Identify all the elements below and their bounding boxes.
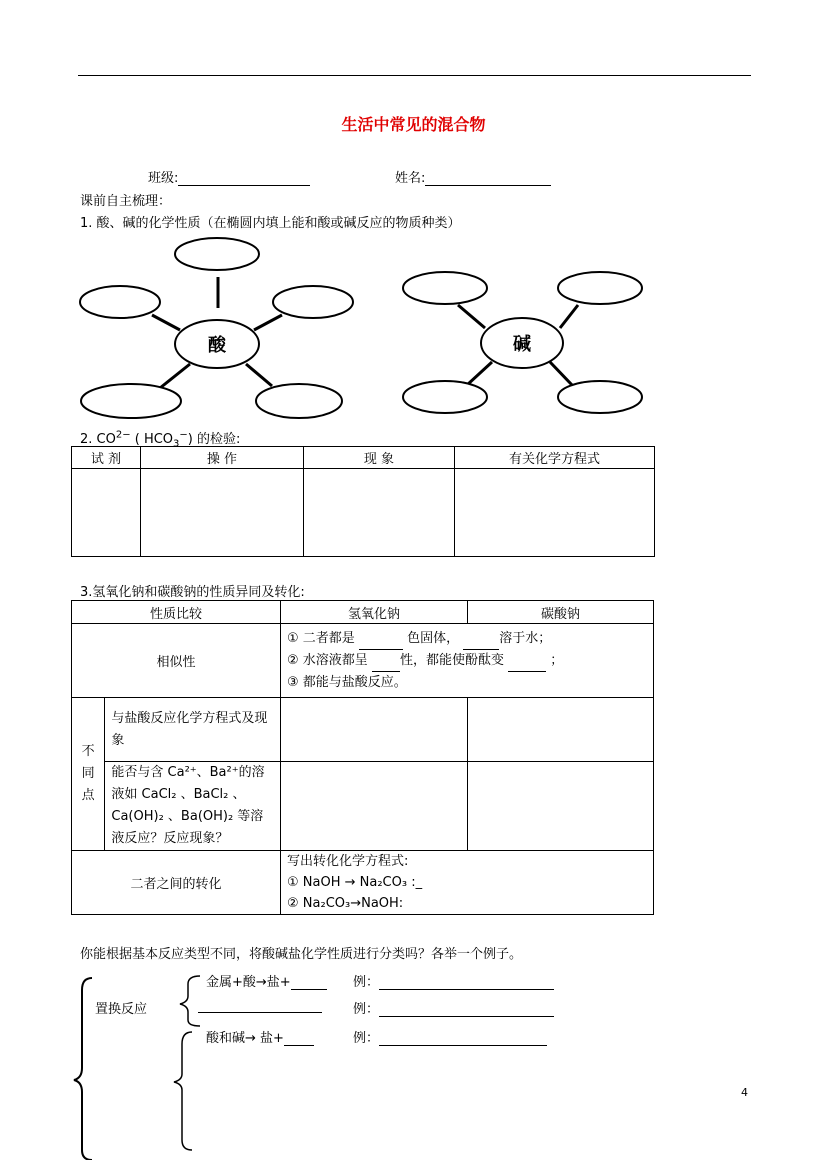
acid-oval-right <box>273 286 353 318</box>
cell-phenomenon[interactable] <box>304 469 455 557</box>
example-1-blank[interactable] <box>379 976 554 990</box>
base-oval-bottom-right <box>558 381 642 413</box>
header-equation: 有关化学方程式 <box>455 447 655 469</box>
class-blank[interactable] <box>178 171 310 186</box>
diff-row2-label: 能否与含 Ca²⁺、Ba²⁺的溶液如 CaCl₂ 、BaCl₂ 、Ca(OH)₂ 、Ba(OH)₂ 等溶液反应？反应现象？ <box>105 762 281 851</box>
cell-operation[interactable] <box>141 469 304 557</box>
acid-spoke-bottom-right <box>246 364 272 386</box>
base-spoke-bottom-left <box>467 362 492 385</box>
q2-prefix: 2. CO <box>80 432 116 447</box>
cell-equation[interactable] <box>455 469 655 557</box>
naoh-na2co3-table <box>71 600 654 915</box>
header-phenomenon: 现 象 <box>304 447 455 469</box>
convert-label: 二者之间的转化 <box>72 851 281 915</box>
acid-diagram <box>80 238 353 418</box>
header-reagent: 试 剂 <box>72 447 141 469</box>
acid-oval-bottom-right <box>256 384 342 418</box>
base-oval-top-left <box>403 272 487 304</box>
q2-sup1: 2− <box>115 429 131 441</box>
acid-spoke-right <box>254 315 282 330</box>
base-spoke-top-right <box>560 305 578 328</box>
name-blank[interactable] <box>425 171 551 186</box>
classify-item-2 <box>198 998 322 1013</box>
item3-text: 酸和碱→ 盐+ <box>206 1031 284 1046</box>
outer-brace <box>74 978 92 1160</box>
base-oval-top-right <box>558 272 642 304</box>
header-property: 性质比较 <box>72 601 281 624</box>
header-operation: 操 作 <box>141 447 304 469</box>
acid-oval-top <box>175 238 259 270</box>
base-center-label: 碱 <box>513 334 531 355</box>
similar-2c: ； <box>550 652 564 668</box>
q2-sup2: − <box>179 429 188 441</box>
convert-content <box>281 851 654 915</box>
diff-label-text: 不同点 <box>81 744 95 803</box>
q2-mid: ( HCO <box>130 432 174 447</box>
page-title: 生活中常见的混合物 <box>341 115 486 134</box>
header-rule <box>78 75 751 76</box>
blank-solubility[interactable] <box>463 636 499 650</box>
similar-1a: ① 二者都是 <box>287 630 355 646</box>
cell-reagent[interactable] <box>72 469 141 557</box>
item1-blank[interactable] <box>291 976 327 990</box>
similar-3: ③ 都能与盐酸反应。 <box>287 674 407 690</box>
name-field <box>395 167 551 186</box>
example-2-label: 例： <box>353 1002 380 1017</box>
acid-oval-left <box>80 286 160 318</box>
preview-heading: 课前自主梳理： <box>80 194 172 209</box>
example-3-blank[interactable] <box>379 1032 547 1046</box>
question-1: 1. 酸、碱的化学性质（在椭圆内填上能和酸或碱反应的物质种类） <box>80 216 461 231</box>
classify-item-1 <box>206 971 327 990</box>
convert-1: ① NaOH → Na₂CO₃ :_ <box>287 875 423 890</box>
item2-blank[interactable] <box>198 999 322 1013</box>
question-3: 3.氢氧化钠和碳酸钠的性质异同及转化: <box>80 585 305 600</box>
q2-suffix: ) 的检验: <box>187 432 241 447</box>
co3-test-table <box>71 446 655 557</box>
blank-indicator[interactable] <box>508 658 546 672</box>
example-2-blank[interactable] <box>379 1003 554 1017</box>
base-spoke-top-left <box>458 305 485 328</box>
diff-row2-na2co3[interactable] <box>468 762 654 851</box>
example-1-label: 例： <box>353 975 380 990</box>
example-2 <box>353 998 554 1017</box>
similar-1b: 色固体， <box>407 630 460 646</box>
acid-oval-bottom-left <box>81 384 181 418</box>
header-na2co3: 碳酸钠 <box>468 601 654 624</box>
similar-content <box>281 624 654 698</box>
classify-item-3 <box>206 1027 314 1046</box>
diff-row2-naoh[interactable] <box>281 762 468 851</box>
similar-2b: 性，都能使酚酞变 <box>399 652 504 668</box>
diff-label <box>72 698 105 851</box>
similar-label: 相似性 <box>72 624 281 698</box>
q2-sub: 3 <box>173 438 180 450</box>
base-spoke-bottom-right <box>550 362 572 385</box>
example-1 <box>353 971 554 990</box>
acid-spoke-bottom-left <box>160 364 190 388</box>
item1-text: 金属+酸→盐+ <box>206 975 291 990</box>
blank-color[interactable] <box>359 636 403 650</box>
page-number: 4 <box>741 1086 748 1099</box>
similar-2a: ② 水溶液都呈 <box>287 652 368 668</box>
example-3 <box>353 1027 547 1046</box>
diff-row1-label: 与盐酸反应化学方程式及现象 <box>105 698 281 762</box>
acid-spoke-left <box>152 315 180 330</box>
name-label: 姓名: <box>395 171 426 186</box>
base-oval-bottom-left <box>403 381 487 413</box>
replace-label: 置换反应 <box>95 1002 148 1017</box>
example-3-label: 例： <box>353 1031 380 1046</box>
diff-row1-na2co3[interactable] <box>468 698 654 762</box>
header-naoh: 氢氧化钠 <box>281 601 468 624</box>
diff-row1-naoh[interactable] <box>281 698 468 762</box>
item3-blank[interactable] <box>284 1032 314 1046</box>
question-4: 你能根据基本反应类型不同，将酸碱盐化学性质进行分类吗？各举一个例子。 <box>80 947 523 962</box>
convert-2: ② Na₂CO₃→NaOH: <box>287 896 404 911</box>
convert-head: 写出转化化学方程式: <box>287 854 409 869</box>
replace-brace <box>180 976 200 1026</box>
second-brace <box>174 1032 192 1150</box>
class-field <box>148 167 310 186</box>
class-label: 班级: <box>148 171 179 186</box>
acid-center-label: 酸 <box>208 335 226 356</box>
similar-1c: 溶于水； <box>499 630 552 646</box>
acid-base-diagram <box>0 230 827 425</box>
blank-ph[interactable] <box>372 658 400 672</box>
